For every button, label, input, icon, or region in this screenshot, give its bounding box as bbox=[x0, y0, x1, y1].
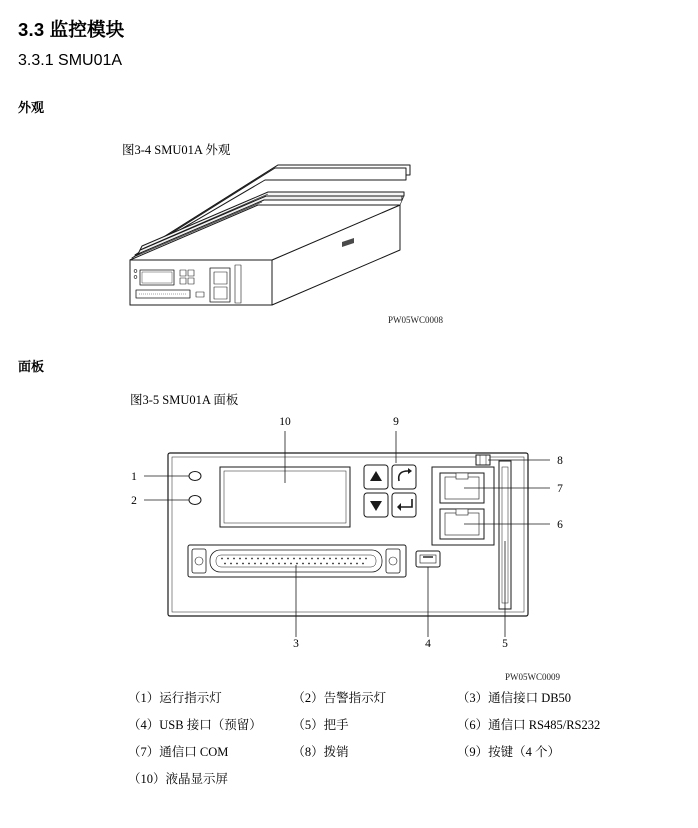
legend-item-7: （7）通信口 COM bbox=[128, 745, 229, 759]
callout-8: 8 bbox=[557, 455, 563, 467]
smu01a-panel-drawing bbox=[120, 405, 580, 670]
heading-panel: 面板 bbox=[18, 359, 45, 374]
figure-smu01a-appearance bbox=[110, 150, 490, 315]
callout-4: 4 bbox=[425, 638, 431, 650]
callout-5: 5 bbox=[502, 638, 508, 650]
legend-item-1: （1）运行指示灯 bbox=[128, 691, 222, 705]
callout-9: 9 bbox=[393, 416, 399, 428]
figure-smu01a-panel bbox=[120, 405, 580, 670]
legend-item-6: （6）通信口 RS485/RS232 bbox=[456, 718, 601, 732]
figure2-code: PW05WC0009 bbox=[505, 672, 560, 682]
figure2-caption: 图3-5 SMU01A 面板 bbox=[130, 393, 239, 407]
subsection-heading: 3.3.1 SMU01A bbox=[18, 52, 123, 69]
legend-item-10: （10）液晶显示屏 bbox=[128, 772, 229, 786]
legend-item-2: （2）告警指示灯 bbox=[292, 691, 387, 705]
legend-item-8: （8）拨销 bbox=[292, 745, 349, 759]
callout-3: 3 bbox=[293, 638, 299, 650]
legend-item-5: （5）把手 bbox=[292, 718, 349, 732]
smu01a-3d-drawing bbox=[110, 150, 490, 315]
legend-row bbox=[128, 715, 648, 733]
callout-2: 2 bbox=[131, 495, 137, 507]
heading-appearance: 外观 bbox=[18, 100, 45, 115]
legend-item-9: （9）按键（4 个） bbox=[456, 745, 560, 759]
legend-row bbox=[128, 688, 648, 706]
section-heading: 3.3 监控模块 bbox=[18, 19, 125, 40]
callout-6: 6 bbox=[557, 519, 563, 531]
figure2-legend bbox=[128, 688, 648, 796]
figure1-code: PW05WC0008 bbox=[388, 315, 443, 325]
callout-1: 1 bbox=[131, 471, 137, 483]
legend-row bbox=[128, 769, 648, 787]
figure1-caption: 图3-4 SMU01A 外观 bbox=[122, 143, 231, 157]
legend-item-3: （3）通信接口 DB50 bbox=[456, 691, 572, 705]
callout-7: 7 bbox=[557, 483, 563, 495]
legend-row bbox=[128, 742, 648, 760]
legend-item-4: （4）USB 接口（预留） bbox=[128, 718, 262, 732]
callout-10: 10 bbox=[279, 416, 291, 428]
